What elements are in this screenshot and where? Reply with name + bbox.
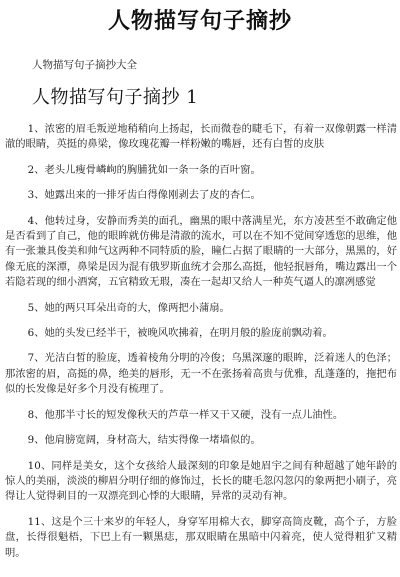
paragraph: 9、他肩膀宽阔，身材高大，结实得像一堵墙似的。 xyxy=(27,434,261,447)
paragraph: 11、这是个三十来岁的年轻人，身穿军用棉大衣，脚穿高筒皮靴，高个子，方脸盘，长得很魁梧，下巴上有一颗黑痣，那双眼睛在黑暗中闪着亮，使人觉得粗犷又精明。 xyxy=(5,515,397,559)
paragraph: 3、她露出来的一排牙齿白得像刚剥去了皮的杏仁。 xyxy=(27,189,261,202)
paragraph: 2、老头儿瘦骨嶙峋的胸脯犹如一条一条的百叶窗。 xyxy=(27,163,261,176)
paragraph: 7、光洁白皙的脸庞，透着棱角分明的冷俊；乌黑深邃的眼眸，泛着迷人的色泽；那浓密的眉，高挺的鼻，绝美的唇形，无一不在张扬着高贵与优雅，乱蓬蓬的，拖把布似的长发像是好多个月没有梳理了。 xyxy=(5,352,397,396)
page-title: 人物描写句子摘抄 xyxy=(107,8,292,34)
paragraph: 1、浓密的眉毛叛逆地稍稍向上扬起，长而微卷的睫毛下，有着一双像朝露一样清澈的眼睛，英挺的鼻梁，像玫瑰花瓣一样粉嫩的嘴唇，还有白皙的皮肤 xyxy=(5,123,397,151)
paragraph: 4、他转过身，安静而秀美的面孔，幽黑的眼中落满星光，东方凌甚至不敢确定他是否看到了自己，他的眼眸就仿佛是清澈的流水，可以在不知不觉间穿透您的思维，他有一张兼具俊美和帅气这两种不同特质的脸，瞳仁占据了眼睛的一大部分，黑黑的，好像无底的深潭，鼻梁是因为混有俄罗斯血统才会那么高挺，他轻抿唇角，嘴边露出一个若隐若现的细小酒窝，五官精致无瑕，凑在一起却又给人一种英气逼人的凛冽感觉 xyxy=(5,214,397,289)
paragraph: 8、他那半寸长的短发像秋天的芦草一样又干又硬，没有一点儿油性。 xyxy=(27,408,344,421)
paragraph: 5、她的两只耳朵出奇的大，像两把小蒲扇。 xyxy=(27,301,230,314)
paragraph: 6、她的头发已经半干，被晚风吹拂着，在明月般的脸庞前飘动着。 xyxy=(27,327,333,340)
paragraph-list xyxy=(5,122,397,571)
section-title: 人物描写句子摘抄 1 xyxy=(32,87,199,108)
page-subtitle: 人物描写句子摘抄大全 xyxy=(32,59,137,71)
paragraph: 10、同样是美女，这个女孩给人最深刻的印象是她眉宇之间有种超越了她年龄的惊人的美丽，淡淡的柳眉分明仔细的修饰过，长长的睫毛忽闪忽闪的象两把小刷子，亮得让人觉得刺目的一双漂亮到心悸的大眼睛，异常的灵动有神。 xyxy=(5,459,397,503)
